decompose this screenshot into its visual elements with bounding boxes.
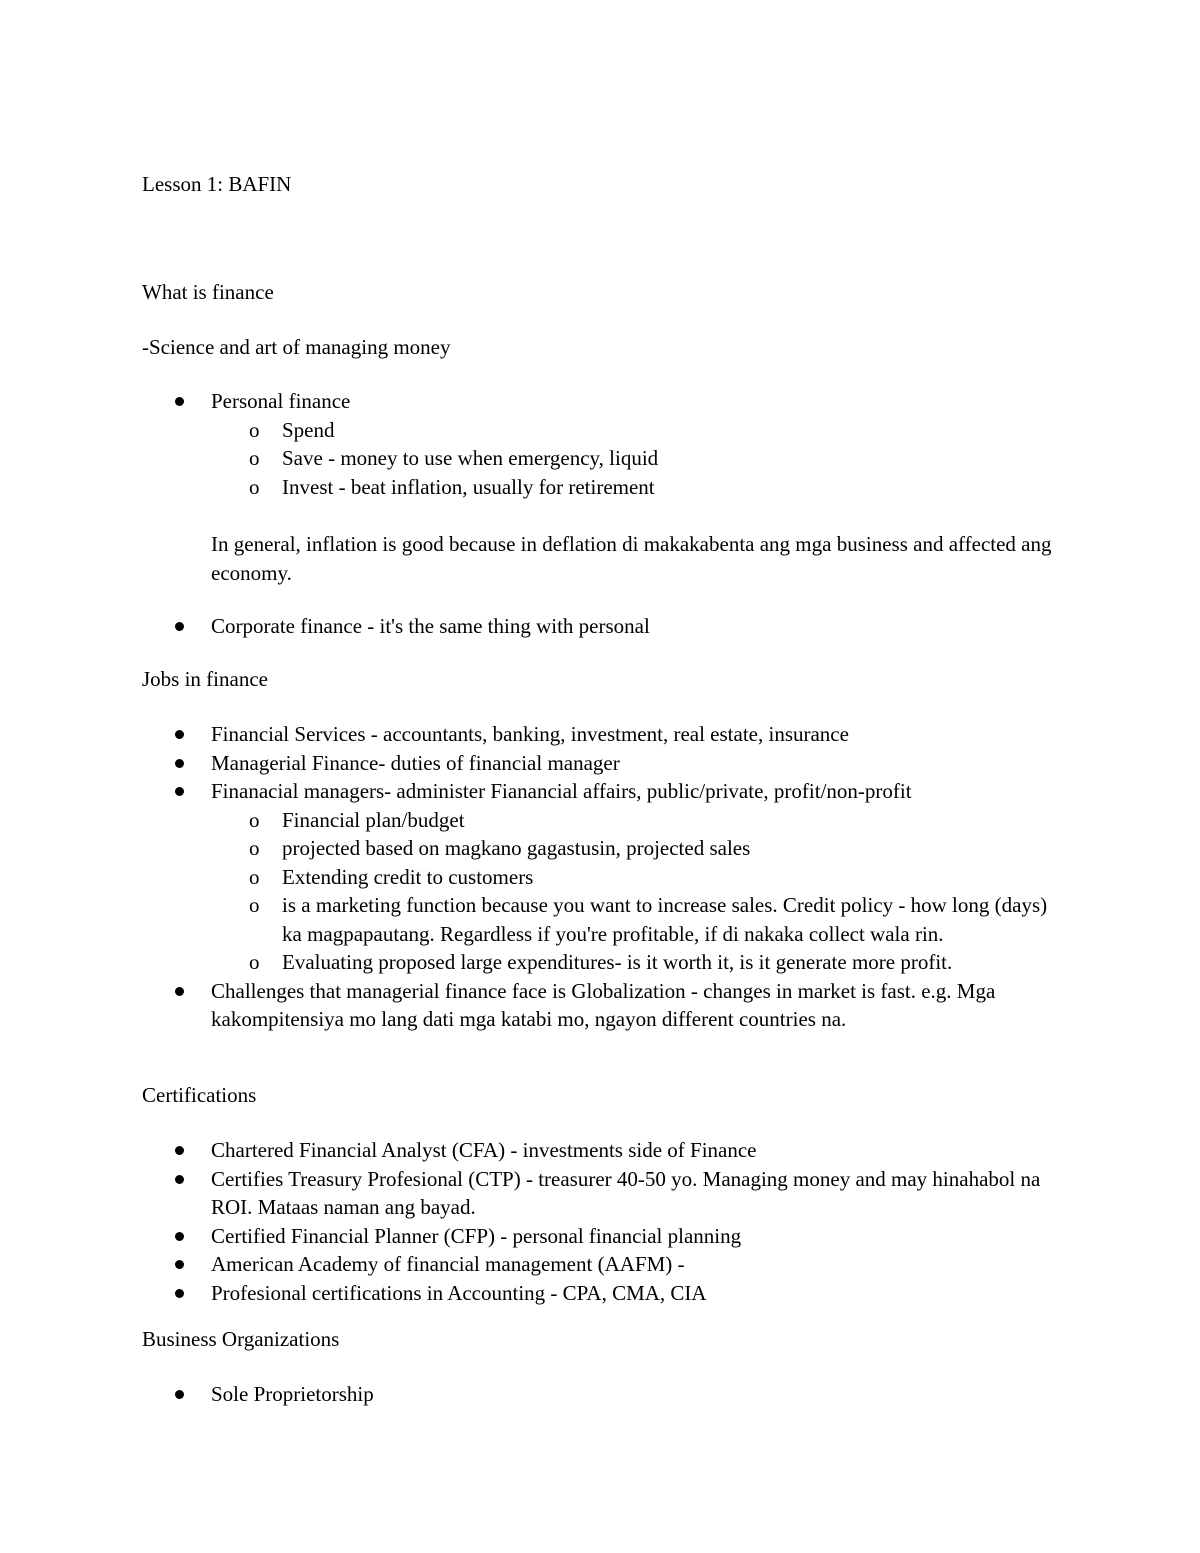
section-heading-what-is-finance: What is finance — [142, 280, 274, 304]
sub-list-item — [142, 948, 1062, 977]
sub-list-item — [142, 416, 1062, 445]
list-item-text: Sole Proprietorship — [211, 1382, 374, 1406]
bullet-icon — [175, 1289, 184, 1298]
list-item — [142, 1380, 1062, 1409]
list-item-text: Certified Financial Planner (CFP) - personal financial planning — [211, 1223, 742, 1248]
sub-list-item-text: Save - money to use when emergency, liquid — [282, 446, 659, 470]
list-item — [142, 387, 1062, 416]
list-item-text: Personal finance — [211, 389, 351, 413]
list-item — [142, 1222, 1062, 1251]
document-title: Lesson 1: BAFIN — [142, 172, 292, 196]
personal-finance-list — [142, 387, 1062, 501]
list-item — [142, 749, 1062, 778]
bullet-icon — [175, 1175, 184, 1184]
list-item — [142, 1136, 1062, 1165]
bullet-icon — [175, 787, 184, 796]
sub-list-item-text: projected based on magkano gagastusin, projected sales — [282, 836, 751, 860]
list-item — [142, 720, 1062, 749]
list-item — [142, 1250, 1062, 1279]
list-item-text: Challenges that managerial finance face is Globalization - changes in market is fast. e.g. Mga kakompitensiya mo lang dati mga katabi mo, ngayon different countries na. — [211, 978, 996, 1031]
list-item — [142, 1165, 1062, 1222]
bullet-icon — [175, 622, 184, 631]
circle-bullet-icon: o — [249, 417, 260, 442]
list-item-text: Profesional certifications in Accounting - CPA, CMA, CIA — [211, 1280, 707, 1305]
bullet-icon — [175, 759, 184, 768]
list-item-text: Managerial Finance- duties of financial manager — [211, 750, 620, 775]
finance-definition: -Science and art of managing money — [142, 335, 451, 359]
section-heading-business-organizations: Business Organizations — [142, 1327, 340, 1351]
list-item-text: Financial Services - accountants, banking, investment, real estate, insurance — [211, 722, 849, 746]
sub-list-item-text: Extending credit to customers — [282, 864, 534, 889]
sub-list-item — [142, 834, 1062, 863]
sub-list-item — [142, 863, 1062, 892]
inflation-note: In general, inflation is good because in deflation di makakabenta ang mga business and affected ang economy. — [211, 532, 1052, 585]
circle-bullet-icon: o — [249, 864, 260, 889]
certifications-list — [142, 1136, 1062, 1307]
bullet-icon — [175, 987, 184, 996]
circle-bullet-icon: o — [249, 836, 260, 860]
sub-list-item — [142, 806, 1062, 835]
sub-list-item-text: Evaluating proposed large expenditures- is it worth it, is it generate more profit. — [282, 950, 953, 974]
list-item — [142, 612, 1062, 641]
sub-list-item — [142, 473, 1062, 502]
list-item — [142, 777, 1062, 806]
sub-list-item-text: Financial plan/budget — [282, 807, 465, 832]
sub-list-item — [142, 891, 1062, 948]
list-item-text: American Academy of financial management (AAFM) - — [211, 1252, 685, 1276]
list-item — [142, 1279, 1062, 1308]
circle-bullet-icon: o — [249, 446, 260, 470]
list-item-text: Corporate finance - it's the same thing with personal — [211, 614, 650, 638]
bullet-icon — [175, 1146, 184, 1155]
list-item-text: Finanacial managers- administer Fianancial affairs, public/private, profit/non-profit — [211, 779, 912, 803]
business-organizations-list — [142, 1380, 1062, 1409]
section-heading-jobs: Jobs in finance — [142, 667, 268, 691]
bullet-icon — [175, 397, 184, 406]
bullet-icon — [175, 1260, 184, 1269]
bullet-icon — [175, 1232, 184, 1241]
circle-bullet-icon: o — [249, 893, 260, 917]
jobs-list — [142, 720, 1062, 1034]
list-item-text: Chartered Financial Analyst (CFA) - investments side of Finance — [211, 1138, 757, 1162]
list-item-text: Certifies Treasury Profesional (CTP) - treasurer 40-50 yo. Managing money and may hinahabol na ROI. Mataas naman ang bayad. — [211, 1166, 1041, 1219]
circle-bullet-icon: o — [249, 950, 260, 974]
list-item — [142, 977, 1062, 1034]
sub-list-item-text: Spend — [282, 417, 335, 442]
circle-bullet-icon: o — [249, 807, 260, 832]
bullet-icon — [175, 730, 184, 739]
circle-bullet-icon: o — [249, 474, 260, 499]
section-heading-certifications: Certifications — [142, 1083, 257, 1107]
sub-list-item-text: Invest - beat inflation, usually for retirement — [282, 474, 655, 499]
sub-list-item — [142, 444, 1062, 473]
bullet-icon — [175, 1390, 184, 1399]
sub-list-item-text: is a marketing function because you want to increase sales. Credit policy - how long (days) ka magpapautang. Regardless if you're profitable, if di nakaka collect wala rin. — [282, 893, 1048, 946]
corporate-finance-list — [142, 612, 1062, 641]
